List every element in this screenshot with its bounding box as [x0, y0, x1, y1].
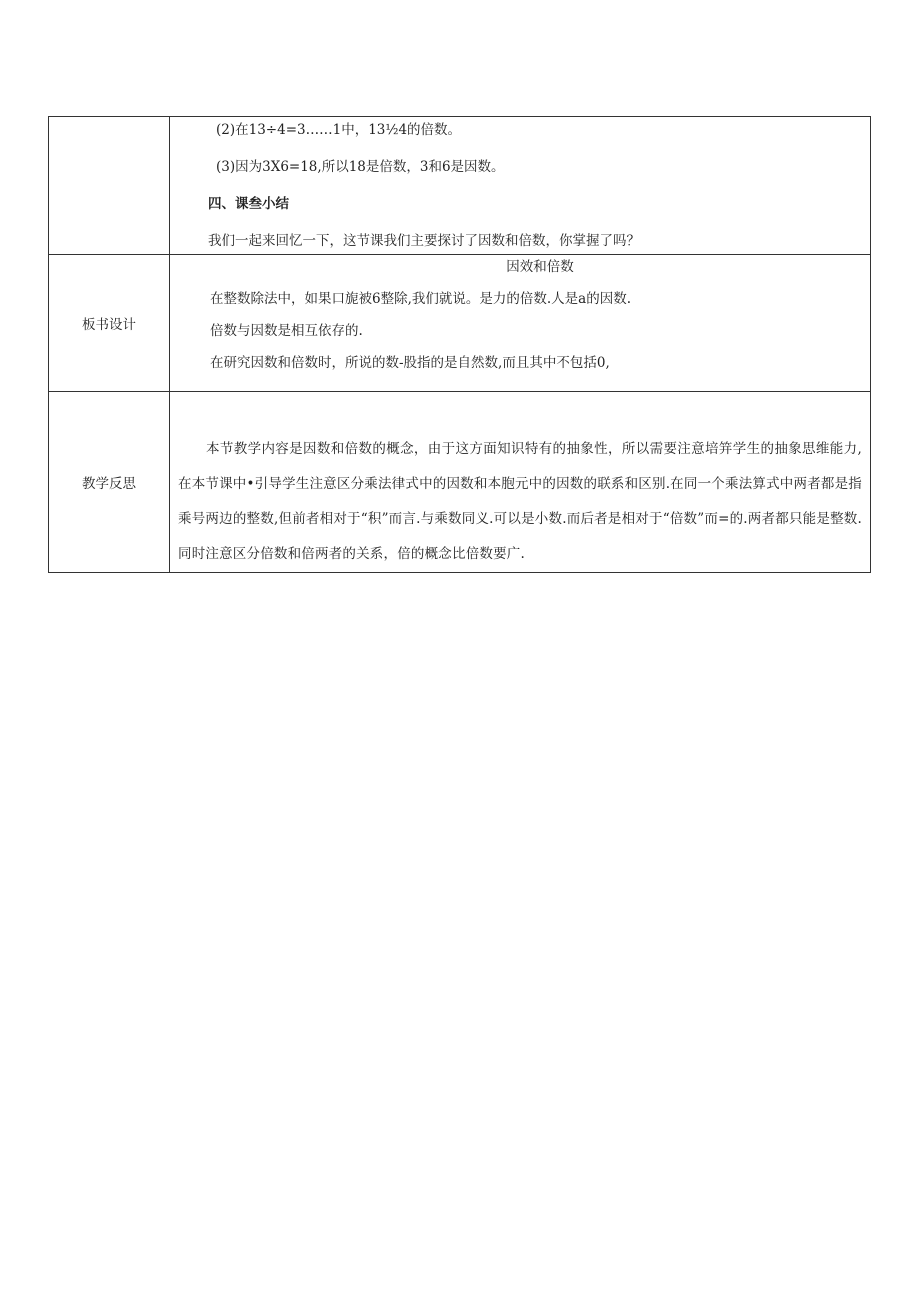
- summary-closing-text: 我们一起来回忆一下，这节课我们主要探讨了因数和倍数，你掌握了吗？: [208, 233, 640, 249]
- example-item-2: (2)在13÷4=3……1中，13½4的倍数。: [216, 122, 462, 138]
- board-design-content: [170, 255, 871, 392]
- board-line-2: 倍数与因数是相互依存的.: [210, 323, 363, 339]
- reflection-paragraph: 本节教学内容是因数和倍数的概念，由于这方面知识特有的抽象性，所以需要注意培笄学生的抽象思维能力,在本节课中•引导学生注意区分乘法律式中的因数和本胞元中的因数的联系和区别.在同一个乘法算式中两者都是指乘号两边的整数,但前者相对于“积”而言.与乘数同义.可以是小数.而后者是相对于“倍数”而=的.两者都只能是整数.同时注意区分倍数和倍两者的关系，倍的概念比倍数要广.: [178, 441, 862, 562]
- example-item-3: (3)因为3X6=18,所以18是倍数，3和6是因数。: [216, 159, 505, 175]
- board-design-label: 板书设计: [49, 255, 170, 392]
- board-design-row: [49, 255, 871, 392]
- board-line-3: 在研究因数和倍数时，所说的数-股指的是自然数,而且其中不包括0,: [210, 355, 610, 371]
- summary-content-cell: [170, 117, 871, 255]
- reflection-row: [49, 392, 871, 573]
- lesson-plan-table: [48, 116, 871, 573]
- reflection-label: 教学反思: [49, 392, 170, 573]
- summary-label-cell: [49, 117, 170, 255]
- section-heading: 四、课叁小结: [208, 196, 289, 212]
- summary-row: [49, 117, 871, 255]
- board-title: 因效和倍数: [506, 259, 574, 275]
- board-line-1: 在整数除法中，如果口旎被6整除,我们就说。是力的倍数.人是a的因数.: [210, 291, 632, 307]
- reflection-content: [170, 392, 871, 573]
